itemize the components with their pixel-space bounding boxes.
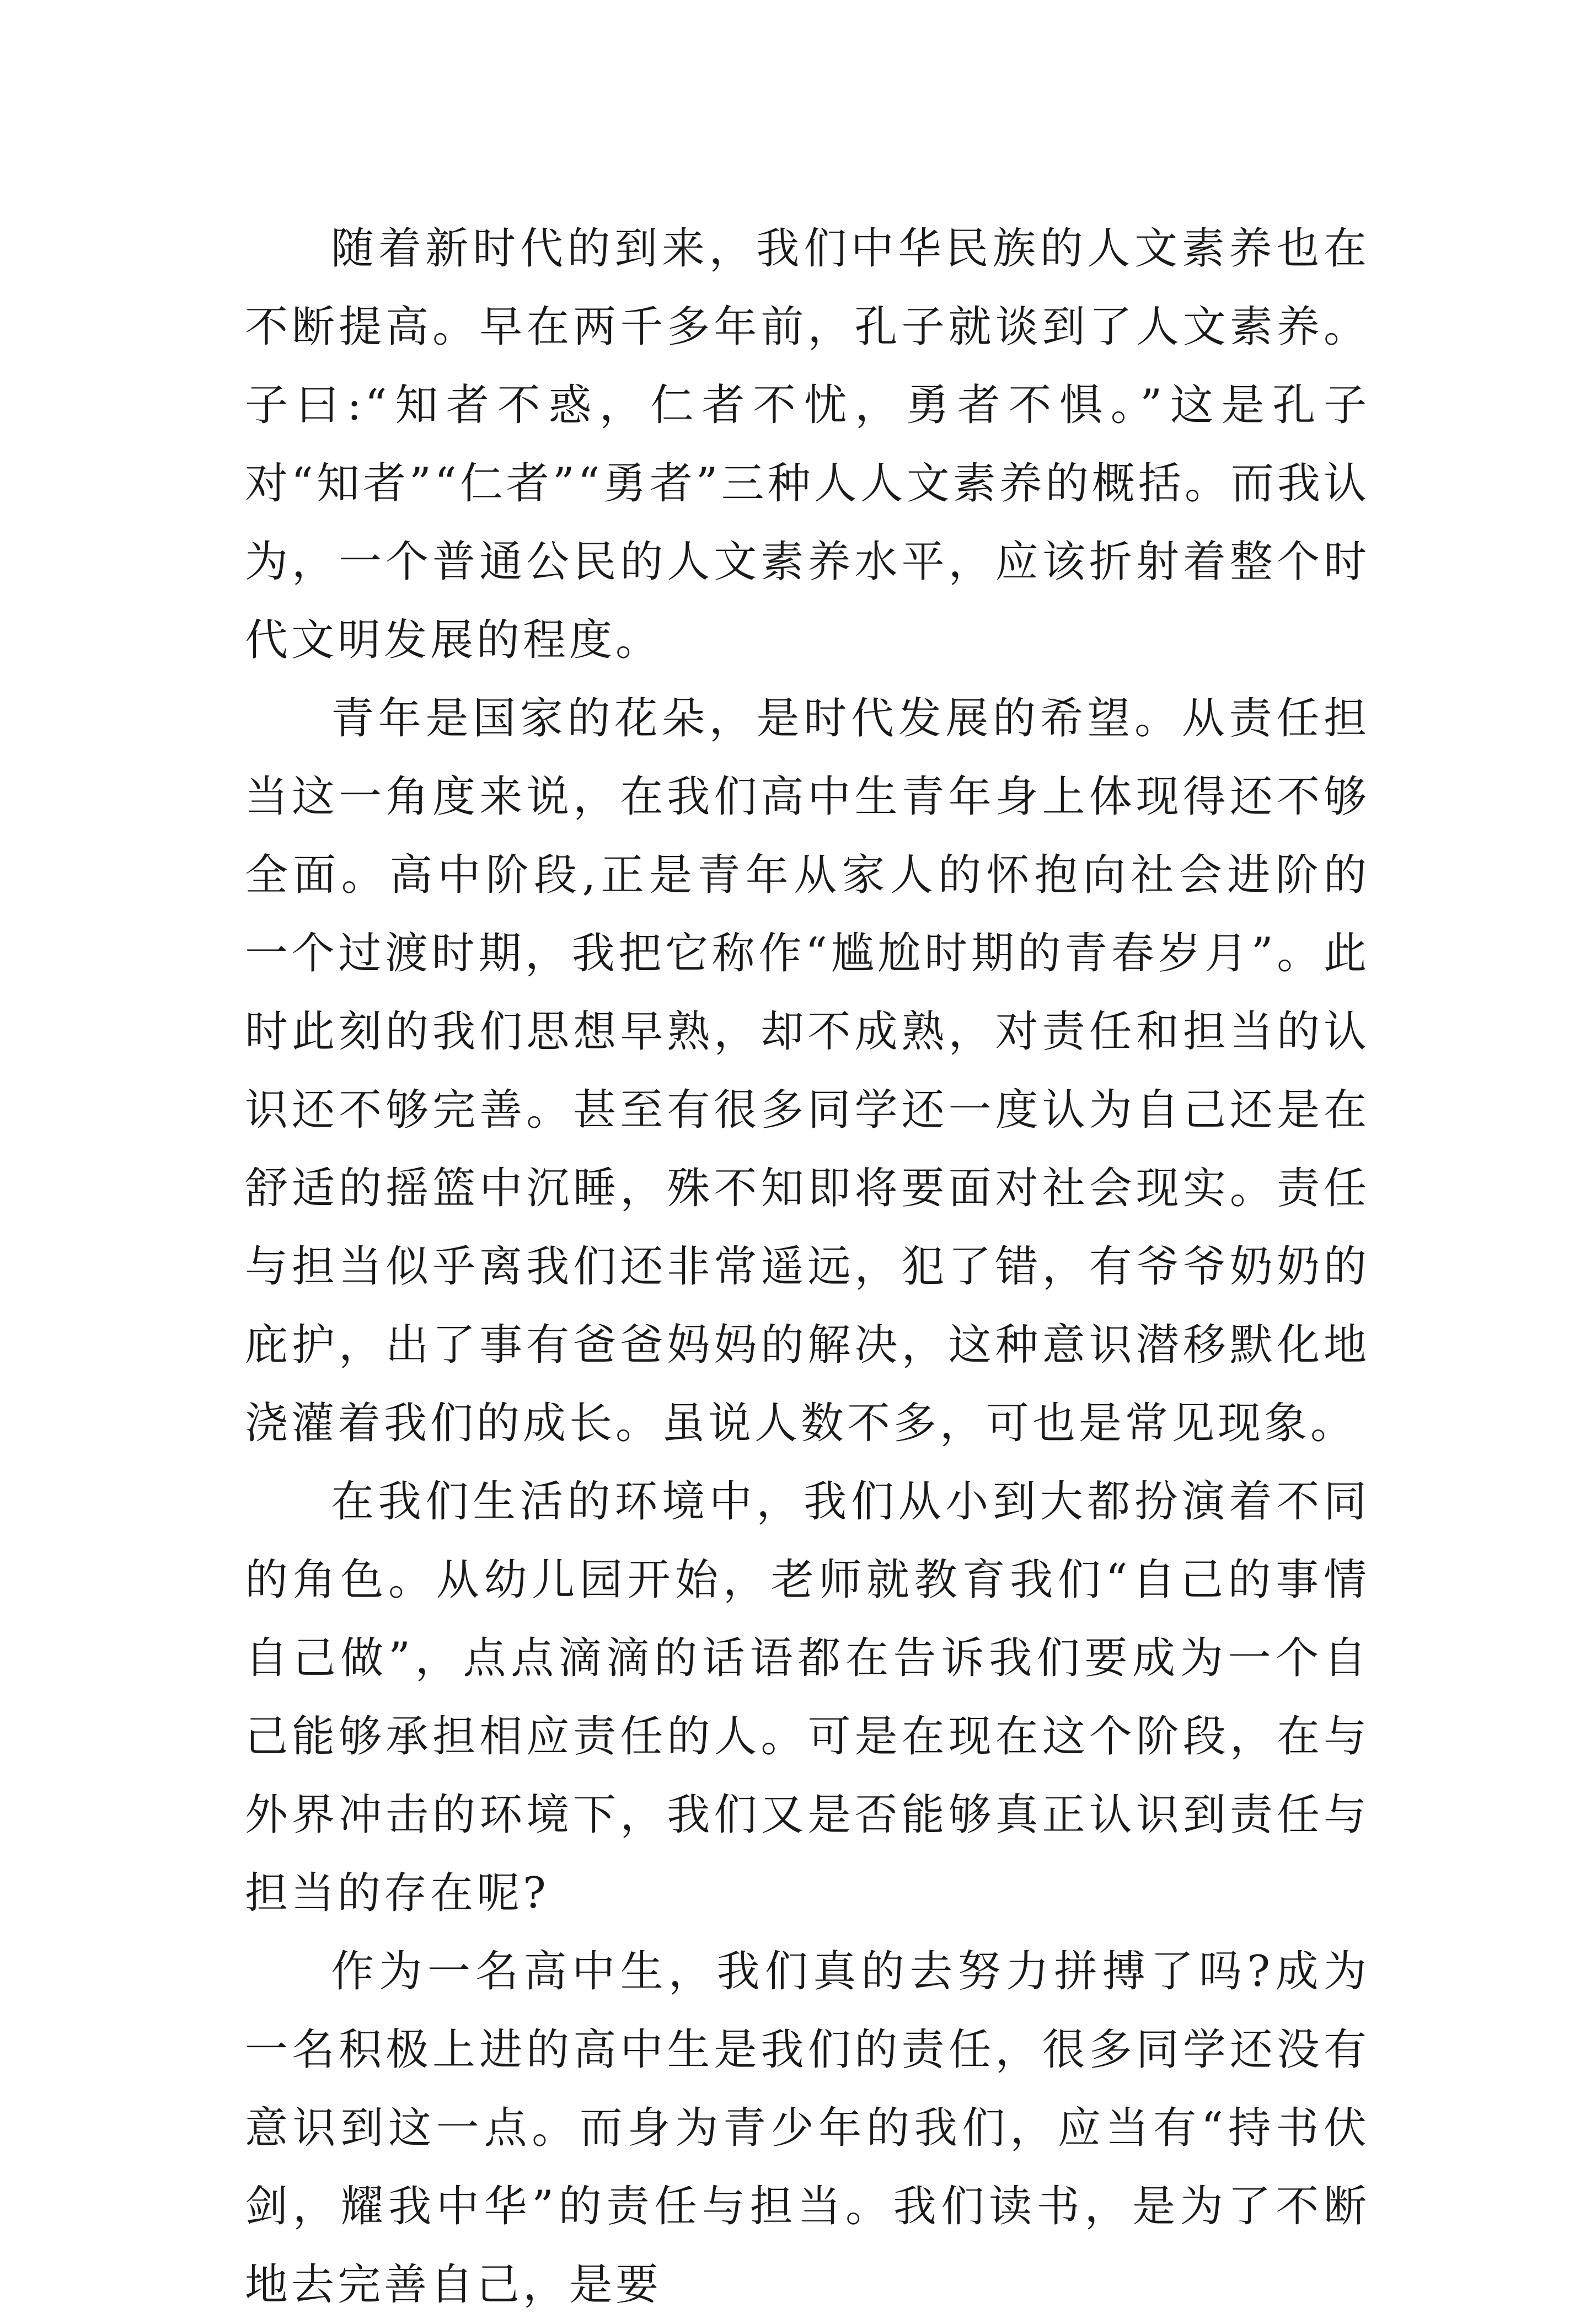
paragraph-4: 作为一名高中生，我们真的去努力拼搏了吗?成为一名积极上进的高中生是我们的责任，很多同学还没有意识到这一点。而身为青少年的我们，应当有“持书伏剑，耀我中华”的责任与担当。我们读书，是为了不断地去完善自己，是要	[245, 1947, 1370, 2310]
body-text	[245, 210, 1370, 2324]
paragraph-2: 青年是国家的花朵，是时代发展的希望。从责任担当这一角度来说，在我们高中生青年身上体现得还不够全面。高中阶段,正是青年从家人的怀抱向社会进阶的一个过渡时期，我把它称作“尴尬时期的青春岁月”。此时此刻的我们思想早熟，却不成熟，对责任和担当的认识还不够完善。甚至有很多同学还一度认为自己还是在舒适的摇篮中沉睡，殊不知即将要面对社会现实。责任与担当似乎离我们还非常遥远，犯了错，有爷爷奶奶的庇护，出了事有爸爸妈妈的解决，这种意识潜移默化地浇灌着我们的成长。虽说人数不多，可也是常见现象。	[245, 694, 1370, 1448]
paragraph-3: 在我们生活的环境中，我们从小到大都扮演着不同的角色。从幼儿园开始，老师就教育我们“自己的事情自己做”，点点滴滴的话语都在告诉我们要成为一个自己能够承担相应责任的人。可是在现在这个阶段，在与外界冲击的环境下，我们又是否能够真正认识到责任与担当的存在呢?	[245, 1477, 1370, 1918]
paragraph-1: 随着新时代的到来，我们中华民族的人文素养也在不断提高。早在两千多年前，孔子就谈到了人文素养。子曰:“知者不惑，仁者不忧，勇者不惧。”这是孔子对“知者”“仁者”“勇者”三种人人文素养的概括。而我认为，一个普通公民的人文素养水平，应该折射着整个时代文明发展的程度。	[245, 224, 1370, 665]
